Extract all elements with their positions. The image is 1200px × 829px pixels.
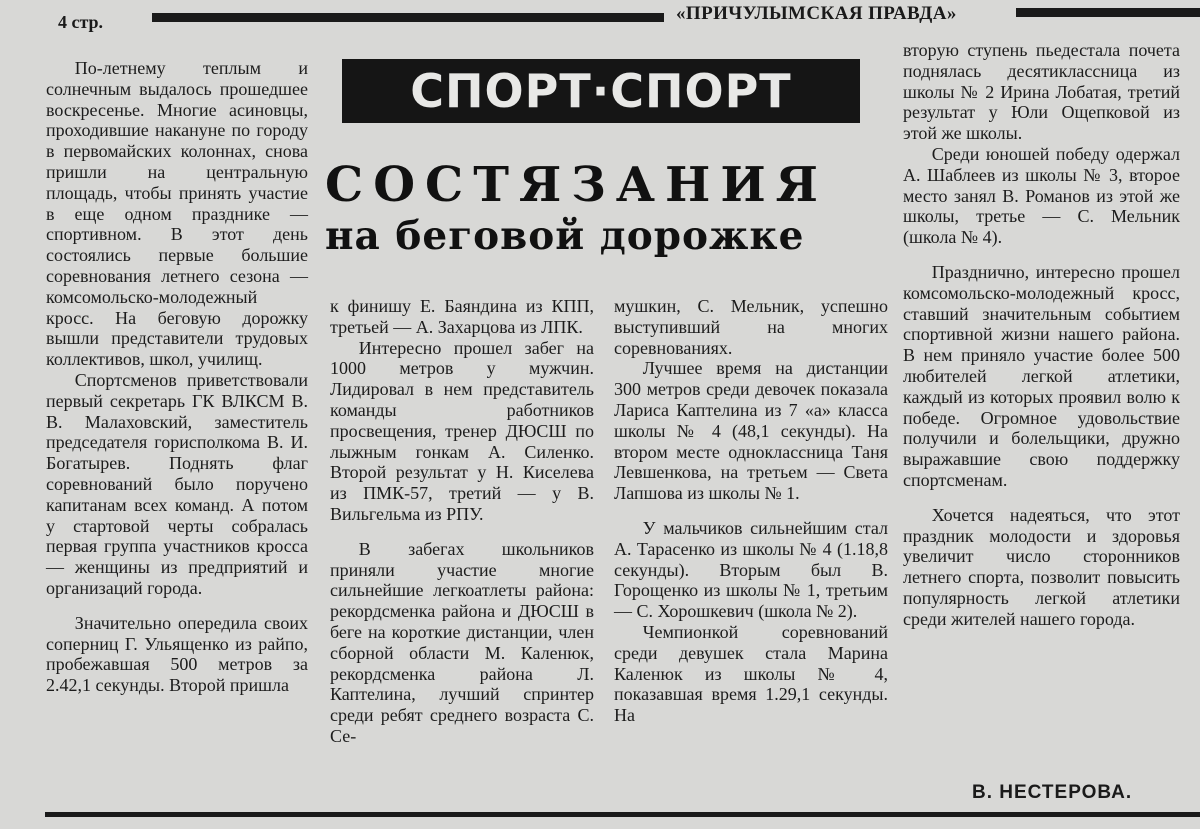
newspaper-title: «ПРИЧУЛЫМСКАЯ ПРАВДА» (676, 3, 957, 24)
paragraph: мушкин, С. Мельник, успешно выступивший на многих соревнованиях. (614, 296, 888, 358)
article-column-2 (330, 296, 594, 747)
headline-line-2: на беговой дорожке (325, 213, 805, 259)
header-rule-right (1016, 8, 1200, 17)
paragraph: Спортсменов приветствовали первый секретарь ГК ВЛКСМ В. В. Малаховский, заместитель председателя горисполкома В. И. Богатырев. Поднять флаг соревнований было поручено капитанам всех команд. А потом у стартовой черты собралась первая группа участников кросса — женщины из предприятий и организаций города. (46, 369, 308, 598)
footer-rule (45, 812, 1200, 817)
paragraph: В забегах школьников приняли участие многие сильнейшие легкоатлеты района: рекордсменка района и ДЮСШ в беге на короткие дистанции, член сборной области М. Каленюк, рекордсменка района Л. Каптелина, лучший спринтер среди ребят среднего возраста С. Се- (330, 538, 594, 746)
page-number: 4 стр. (58, 12, 104, 32)
paragraph: По-летнему теплым и солнечным выдалось прошедшее воскресенье. Многие асиновцы, проходившие накануне по городу в первомайских колоннах, снова пришли на центральную площадь, чтобы принять участие в еще одном празднике — спортивном. В этот день состоялись первые большие соревнования летнего сезона — комсомольско-молодежный кросс. На беговую дорожку вышли представители трудовых коллективов, школ, училищ. (46, 58, 308, 370)
paragraph: У мальчиков сильнейшим стал А. Тарасенко из школы № 4 (1.18,8 секунды). Вторым был В. Горощенко из школы № 1, третьим — С. Хорошкевич (школа № 2). (614, 517, 888, 622)
paragraph: Чемпионкой соревнований среди девушек стала Марина Каленюк из школы № 4, показавшая время 1.29,1 секунды. На (614, 621, 888, 726)
paragraph: Празднично, интересно прошел комсомольско-молодежный кросс, ставший значительным событием спортивной жизни нашего района. В нем приняло участие более 500 любителей легкой атлетики, каждый из которых проявил волю к победе. Огромное удовольствие получили и болельщики, дружно выражавшие свою поддержку спортсменам. (903, 261, 1180, 490)
article-column-3 (614, 296, 888, 726)
paragraph: Лучшее время на дистанции 300 метров среди девочек показала Лариса Каптелина из 7 «а» класса школы № 4 (48,1 секунды). На втором месте одноклассница Таня Левшенкова, на третьем — Света Лапшова из школы № 1. (614, 358, 888, 504)
paragraph: Значительно опередила своих соперниц Г. Ульященко из райпо, пробежавшая 500 метров за 2.42,1 секунды. Второй пришла (46, 612, 308, 696)
article-headline (325, 158, 865, 260)
paragraph: к финишу Е. Баяндина из КПП, третьей — А. Захарцова из ЛПК. (330, 296, 594, 337)
headline-line-1: СОСТЯЗАНИЯ (325, 157, 829, 213)
article-column-4 (903, 40, 1180, 630)
section-banner-text: СПОРТ·СПОРТ (410, 64, 792, 118)
section-banner (342, 59, 860, 123)
header-rule-left (152, 13, 664, 22)
paragraph: вторую ступень пьедестала почета поднялась десятиклассница из школы № 2 Ирина Лобатая, третий результат у Юли Ощепковой из этой же школы. (903, 40, 1180, 144)
author-signature: В. НЕСТЕРОВА. (972, 782, 1133, 803)
paragraph: Среди юношей победу одержал А. Шаблеев из школы № 3, второе место занял В. Романов из этой же школы, третье — С. Мельник (школа № 4). (903, 143, 1180, 248)
paragraph: Интересно прошел забег на 1000 метров у мужчин. Лидировал в нем представитель команды работников просвещения, тренер ДЮСШ по лыжным гонкам А. Силенко. Второй результат у Н. Киселева из ПМК-57, третий — у В. Вильгельма из РПУ. (330, 337, 594, 524)
paragraph: Хочется надеяться, что этот праздник молодости и здоровья увеличит число сторонников летнего спорта, позволит повысить популярность легкой атлетики среди жителей нашего города. (903, 504, 1180, 629)
article-column-1 (46, 58, 308, 696)
